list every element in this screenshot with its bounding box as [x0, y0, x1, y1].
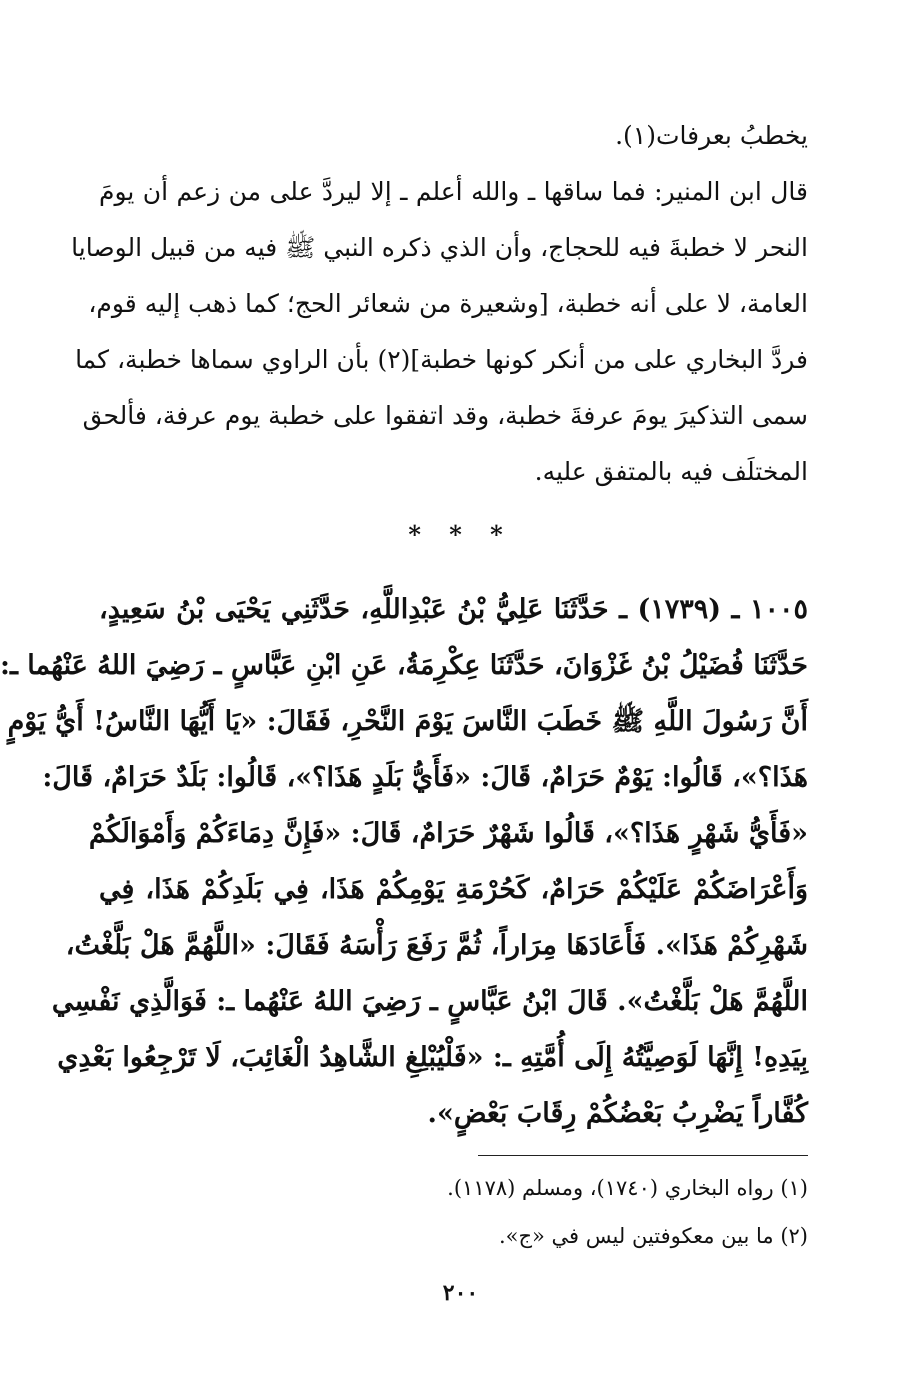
- section-separator: * * *: [408, 520, 513, 549]
- hadith-line: «فَأَيُّ شَهْرٍ هَذَا؟»، قَالُوا شَهْرٌ حَرَامٌ، قَالَ: «فَإِنَّ دِمَاءَكُمْ وَأَمْوَالَكُمْ: [88, 818, 808, 849]
- footnote-divider: [478, 1155, 808, 1156]
- commentary-line: فردَّ البخاري على من أنكر كونها خطبة](٢) بأن الراوي سماها خطبة، كما: [75, 345, 808, 374]
- footnote: (٢) ما بين معكوفتين ليس في «ج».: [498, 1224, 808, 1248]
- hadith-line: أَنَّ رَسُولَ اللَّهِ ﷺ خَطَبَ النَّاسَ يَوْمَ النَّحْرِ، فَقَالَ: «يَا أَيُّهَا النَّاسُ! أَيُّ يَوْمٍ: [7, 706, 808, 737]
- commentary-line: سمى التذكيرَ يومَ عرفةَ خطبة، وقد اتفقوا على خطبة يوم عرفة، فألحق: [82, 401, 808, 430]
- commentary-line: النحر لا خطبةَ فيه للحجاج، وأن الذي ذكره النبي ﷺ فيه من قبيل الوصايا: [71, 233, 808, 262]
- hadith-line: اللَّهُمَّ هَلْ بَلَّغْتُ». قَالَ ابْنُ عَبَّاسٍ ـ رَضِيَ اللهُ عَنْهُما ـ: فَوَالَّذِي نَفْسِي: [51, 986, 808, 1017]
- hadith-line: كُفَّاراً يَضْرِبُ بَعْضُكُمْ رِقَابَ بَعْضٍ».: [427, 1098, 808, 1129]
- page-number: ٢٠٠: [442, 1280, 479, 1306]
- hadith-line: هَذَا؟»، قَالُوا: يَوْمٌ حَرَامٌ، قَالَ: «فَأَيُّ بَلَدٍ هَذَا؟»، قَالُوا: بَلَدٌ حَرَامٌ، قَالَ:: [42, 762, 808, 793]
- hadith-line: حَدَّثَنَا فُضَيْلُ بْنُ غَزْوَانَ، حَدَّثَنَا عِكْرِمَةُ، عَنِ ابْنِ عَبَّاسٍ ـ رَضِيَ اللهُ عَنْهُما ـ:: [0, 650, 808, 681]
- commentary-line: يخطبُ بعرفات(١).: [615, 121, 808, 150]
- hadith-line: شَهْرِكُمْ هَذَا». فَأَعَادَهَا مِرَاراً، ثُمَّ رَفَعَ رَأْسَهُ فَقَالَ: «اللَّهُمَّ هَلْ بَلَّغْتُ،: [65, 930, 808, 961]
- hadith-line: بِيَدِهِ! إِنَّهَا لَوَصِيَّتُهُ إِلَى أُمَّتِهِ ـ: «فَلْيُبْلِغِ الشَّاهِدُ الْغَائِبَ، لَا تَرْجِعُوا بَعْدِي: [57, 1042, 808, 1073]
- footnote: (١) رواه البخاري (١٧٤٠)، ومسلم (١١٧٨).: [447, 1176, 808, 1200]
- commentary-line: قال ابن المنير: فما ساقها ـ والله أعلم ـ إلا ليردَّ على من زعم أن يومَ: [99, 177, 808, 206]
- commentary-line: المختلَف فيه بالمتفق عليه.: [534, 457, 808, 486]
- commentary-line: العامة، لا على أنه خطبة، [وشعيرة من شعائر الحج؛ كما ذهب إليه قوم،: [88, 289, 808, 318]
- hadith-line: وَأَعْرَاضَكُمْ عَلَيْكُمْ حَرَامٌ، كَحُرْمَةِ يَوْمِكُمْ هَذَا، فِي بَلَدِكُمْ هَذَا، فِي: [99, 874, 808, 905]
- hadith-line: ١٠٠٥ ـ (١٧٣٩) ـ حَدَّثَنَا عَلِيُّ بْنُ عَبْدِاللَّهِ، حَدَّثَنِي يَحْيَى بْنُ سَعِيدٍ،: [99, 594, 808, 625]
